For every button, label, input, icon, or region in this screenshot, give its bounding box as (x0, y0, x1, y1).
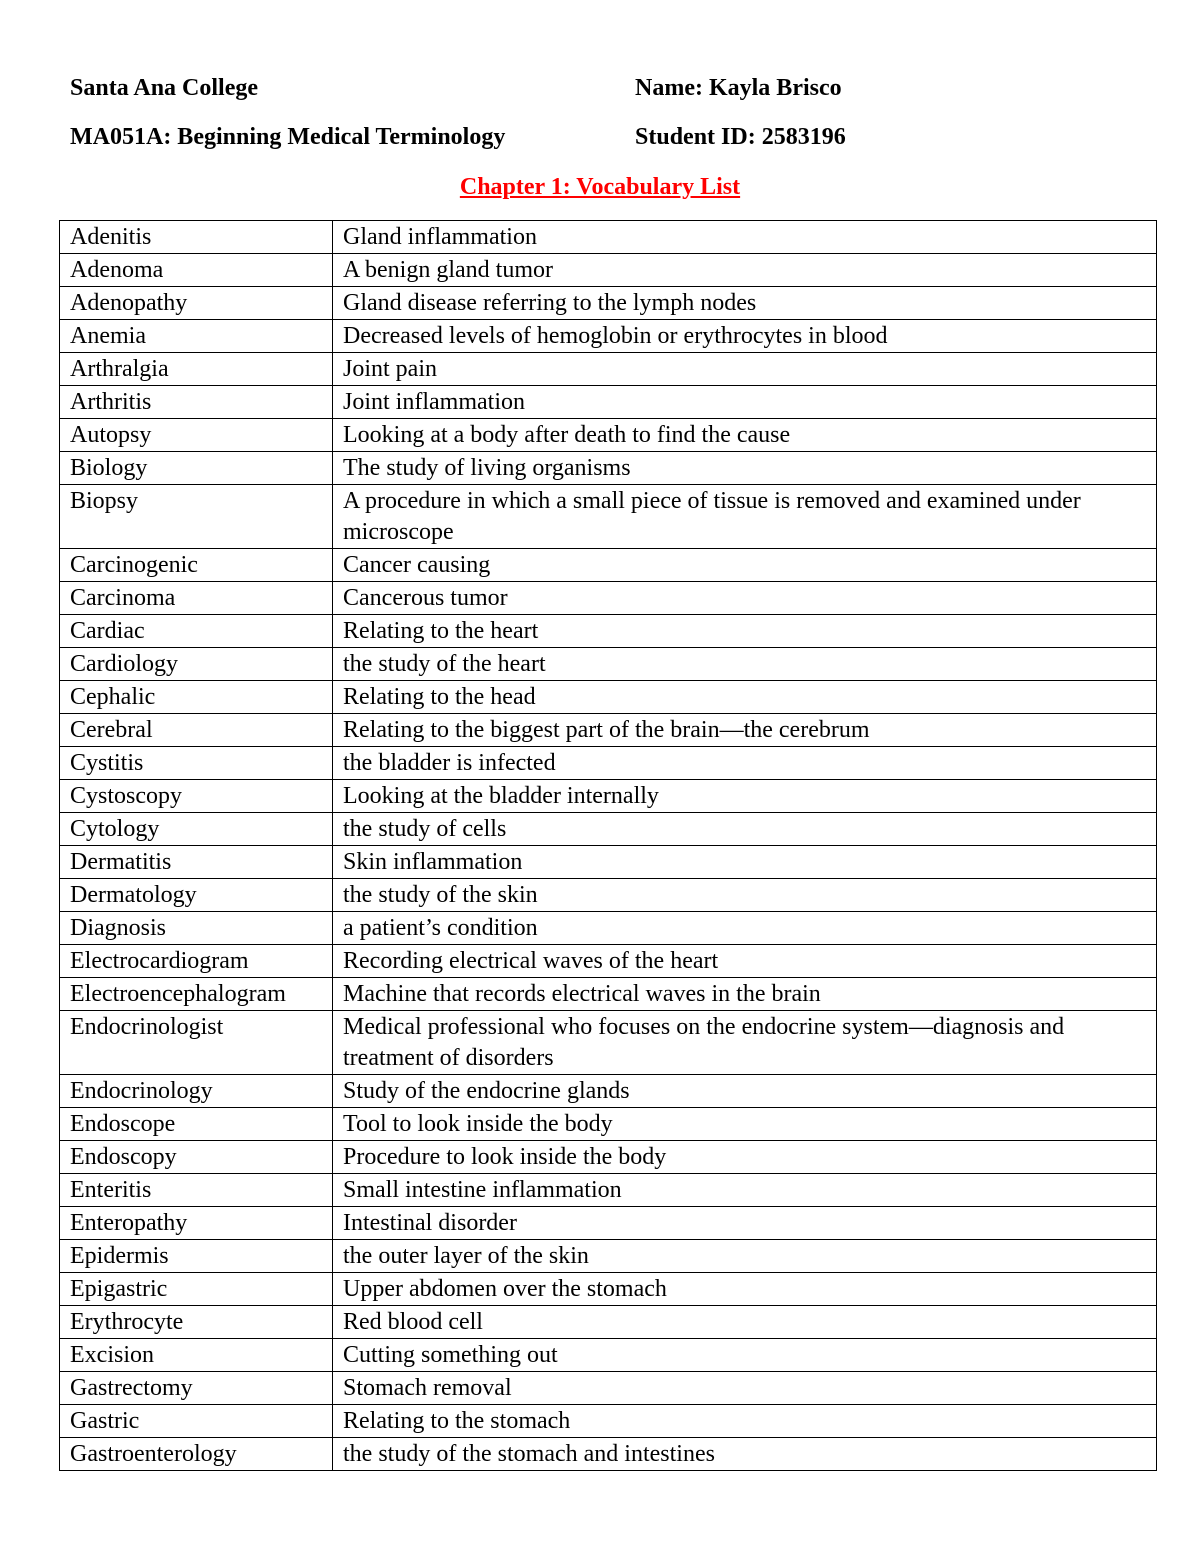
definition-cell: Joint inflammation (333, 386, 1157, 419)
table-row (60, 1141, 1157, 1174)
term-cell: Cephalic (60, 681, 333, 714)
definition-cell: Intestinal disorder (333, 1207, 1157, 1240)
student-id: Student ID: 2583196 (635, 124, 846, 150)
table-row (60, 1011, 1157, 1075)
table-row (60, 813, 1157, 846)
table-row (60, 1438, 1157, 1471)
table-row (60, 582, 1157, 615)
table-row (60, 747, 1157, 780)
term-cell: Biopsy (60, 485, 333, 549)
term-cell: Carcinoma (60, 582, 333, 615)
term-cell: Anemia (60, 320, 333, 353)
definition-cell: Upper abdomen over the stomach (333, 1273, 1157, 1306)
term-cell: Dermatology (60, 879, 333, 912)
table-row (60, 320, 1157, 353)
definition-cell: Cancerous tumor (333, 582, 1157, 615)
term-cell: Dermatitis (60, 846, 333, 879)
term-cell: Erythrocyte (60, 1306, 333, 1339)
definition-cell: Looking at the bladder internally (333, 780, 1157, 813)
definition-cell: Relating to the stomach (333, 1405, 1157, 1438)
term-cell: Gastric (60, 1405, 333, 1438)
course-title: MA051A: Beginning Medical Terminology (70, 124, 506, 150)
definition-cell: A benign gland tumor (333, 254, 1157, 287)
term-cell: Biology (60, 452, 333, 485)
definition-cell: Machine that records electrical waves in the brain (333, 978, 1157, 1011)
definition-cell: Medical professional who focuses on the endocrine system—diagnosis and treatment of disorders (333, 1011, 1157, 1075)
table-row (60, 1273, 1157, 1306)
term-cell: Enteritis (60, 1174, 333, 1207)
term-cell: Endocrinology (60, 1075, 333, 1108)
term-cell: Cystoscopy (60, 780, 333, 813)
term-cell: Enteropathy (60, 1207, 333, 1240)
term-cell: Gastroenterology (60, 1438, 333, 1471)
definition-cell: Cutting something out (333, 1339, 1157, 1372)
term-cell: Gastrectomy (60, 1372, 333, 1405)
term-cell: Autopsy (60, 419, 333, 452)
table-row (60, 945, 1157, 978)
definition-cell: Skin inflammation (333, 846, 1157, 879)
term-cell: Endoscopy (60, 1141, 333, 1174)
definition-cell: Gland disease referring to the lymph nodes (333, 287, 1157, 320)
definition-cell: Red blood cell (333, 1306, 1157, 1339)
table-row (60, 978, 1157, 1011)
term-cell: Carcinogenic (60, 549, 333, 582)
definition-cell: Relating to the biggest part of the brain—the cerebrum (333, 714, 1157, 747)
term-cell: Arthralgia (60, 353, 333, 386)
term-cell: Diagnosis (60, 912, 333, 945)
definition-cell: the study of the heart (333, 648, 1157, 681)
student-name: Name: Kayla Brisco (635, 75, 842, 101)
term-cell: Electroencephalogram (60, 978, 333, 1011)
term-cell: Endocrinologist (60, 1011, 333, 1075)
term-cell: Arthritis (60, 386, 333, 419)
table-row (60, 1240, 1157, 1273)
term-cell: Cytology (60, 813, 333, 846)
table-row (60, 1339, 1157, 1372)
table-row (60, 1207, 1157, 1240)
table-row (60, 549, 1157, 582)
definition-cell: the bladder is infected (333, 747, 1157, 780)
term-cell: Excision (60, 1339, 333, 1372)
term-cell: Epidermis (60, 1240, 333, 1273)
definition-cell: Looking at a body after death to find the cause (333, 419, 1157, 452)
term-cell: Cystitis (60, 747, 333, 780)
table-row (60, 254, 1157, 287)
term-cell: Cardiac (60, 615, 333, 648)
table-row (60, 485, 1157, 549)
table-row (60, 1405, 1157, 1438)
table-row (60, 419, 1157, 452)
definition-cell: Stomach removal (333, 1372, 1157, 1405)
term-cell: Endoscope (60, 1108, 333, 1141)
table-row (60, 846, 1157, 879)
definition-cell: Study of the endocrine glands (333, 1075, 1157, 1108)
definition-cell: The study of living organisms (333, 452, 1157, 485)
definition-cell: Decreased levels of hemoglobin or erythrocytes in blood (333, 320, 1157, 353)
definition-cell: Tool to look inside the body (333, 1108, 1157, 1141)
definition-cell: Joint pain (333, 353, 1157, 386)
table-row (60, 221, 1157, 254)
definition-cell: Recording electrical waves of the heart (333, 945, 1157, 978)
table-row (60, 648, 1157, 681)
term-cell: Adenitis (60, 221, 333, 254)
table-row (60, 1174, 1157, 1207)
definition-cell: Relating to the head (333, 681, 1157, 714)
table-row (60, 287, 1157, 320)
college-name: Santa Ana College (70, 75, 259, 101)
definition-cell: Relating to the heart (333, 615, 1157, 648)
table-row (60, 353, 1157, 386)
table-row (60, 879, 1157, 912)
table-row (60, 615, 1157, 648)
term-cell: Cardiology (60, 648, 333, 681)
table-row (60, 1108, 1157, 1141)
table-row (60, 714, 1157, 747)
table-row (60, 386, 1157, 419)
definition-cell: the study of cells (333, 813, 1157, 846)
definition-cell: the study of the stomach and intestines (333, 1438, 1157, 1471)
definition-cell: Small intestine inflammation (333, 1174, 1157, 1207)
term-cell: Electrocardiogram (60, 945, 333, 978)
vocabulary-table-body (60, 221, 1157, 1471)
definition-cell: a patient’s condition (333, 912, 1157, 945)
term-cell: Epigastric (60, 1273, 333, 1306)
term-cell: Adenoma (60, 254, 333, 287)
vocabulary-table (59, 220, 1157, 1471)
table-row (60, 912, 1157, 945)
table-row (60, 780, 1157, 813)
table-row (60, 1075, 1157, 1108)
definition-cell: A procedure in which a small piece of tissue is removed and examined under microscope (333, 485, 1157, 549)
table-row (60, 1372, 1157, 1405)
definition-cell: Procedure to look inside the body (333, 1141, 1157, 1174)
chapter-title: Chapter 1: Vocabulary List (459, 174, 741, 200)
definition-cell: Cancer causing (333, 549, 1157, 582)
table-row (60, 681, 1157, 714)
definition-cell: the study of the skin (333, 879, 1157, 912)
table-row (60, 452, 1157, 485)
definition-cell: Gland inflammation (333, 221, 1157, 254)
term-cell: Cerebral (60, 714, 333, 747)
table-row (60, 1306, 1157, 1339)
definition-cell: the outer layer of the skin (333, 1240, 1157, 1273)
term-cell: Adenopathy (60, 287, 333, 320)
